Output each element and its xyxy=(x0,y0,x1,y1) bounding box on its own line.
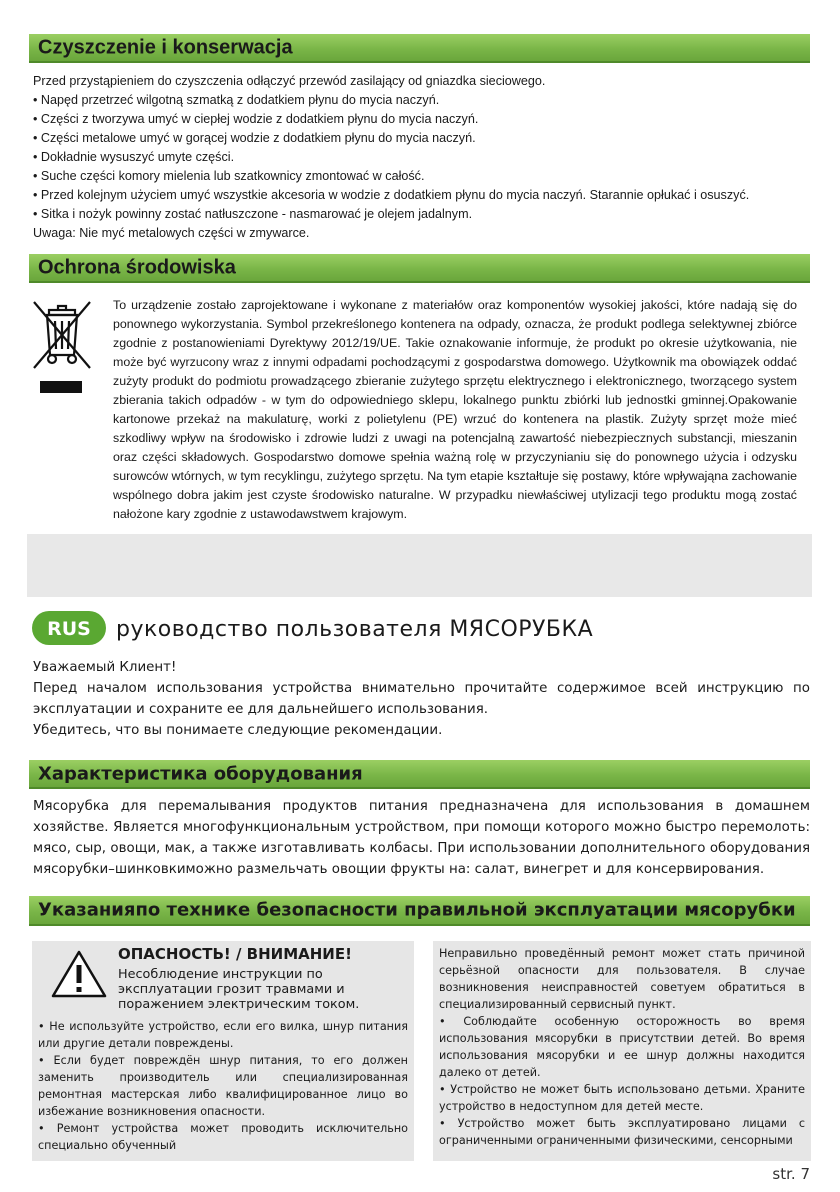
safety-left-column xyxy=(32,941,414,1161)
bin-underline-bar xyxy=(40,381,82,393)
list-item: • Części metalowe umyć w gorącej wodzie z dodatkiem płynu do mycia naczyń. xyxy=(33,131,476,145)
warning-title: ОПАСНОСТЬ! / ВНИМАНИЕ! xyxy=(118,945,352,963)
list-item: Uwaga: Nie myć metalowych części w zmywarce. xyxy=(33,226,310,240)
warning-triangle-icon xyxy=(50,949,108,999)
crossed-out-wheelie-bin-icon xyxy=(28,296,96,376)
warning-subtitle: Несоблюдение инструкции по эксплуатации грозит травмами и поражением электрическим током. xyxy=(118,967,360,1012)
list-item: • Sitka i nożyk powinny zostać natłuszczone - nasmarować je olejem jadalnym. xyxy=(33,207,473,221)
section-header-environment xyxy=(29,254,810,283)
safety-right-column xyxy=(433,941,811,1161)
grey-panel xyxy=(27,534,812,597)
list-item: Неправильно проведённый ремонт может стать причиной серьёзной опасности для пользователя. В случае возникновения неисправностей советуем обратиться в специализированный сервисный пункт. xyxy=(439,947,805,1011)
list-item: • Устройство может быть эксплуатировано лицами с ограниченными ограниченными физическими, сенсорными xyxy=(439,1117,805,1147)
list-item: • Suche części komory mielenia lub szatkownicy zmontować w całość. xyxy=(33,169,425,183)
section-header-features xyxy=(29,760,810,789)
left-column-text xyxy=(38,1018,408,1154)
badge-label: RUS xyxy=(47,618,91,640)
page-number: str. 7 xyxy=(772,1165,810,1183)
intro-paragraph: Перед началом использования устройства внимательно прочитайте содержимое всей инструкцию по эксплуатации и сохраните ее для дальнейшего использования. xyxy=(33,681,810,717)
cleaning-list xyxy=(33,72,749,243)
list-item: • Przed kolejnym użyciem umyć wszystkie akcesoria w wodzie z dodatkiem płynu do mycia naczyń. Starannie opłukać i osuszyć. xyxy=(33,188,750,202)
rus-language-badge xyxy=(32,611,106,645)
intro-note: Убедитесь, что вы понимаете следующие рекомендации. xyxy=(33,723,443,738)
list-item: • Napęd przetrzeć wilgotną szmatką z dodatkiem płynu do mycia naczyń. xyxy=(33,93,440,107)
list-item: Przed przystąpieniem do czyszczenia odłączyć przewód zasilający od gniazdka sieciowego. xyxy=(33,74,546,88)
list-item: • Ремонт устройства может проводить исключительно специально обученный xyxy=(38,1122,408,1152)
features-paragraph: Мясорубка для перемалывания продуктов питания предназначена для использования в домашнем хозяйстве. Является многофункциональным устройством, при помощи которого можно быстро перемолоть: мясо, сыр, овощи, мак, а также изготавливать колбасы. При использовании дополнительного оборудования мясорубки–шинковкиможно размельчать овощии фрукты на: салат, винегрет и для консервирования. xyxy=(33,799,810,877)
section-title: Ochrona środowiska xyxy=(38,256,236,278)
section-header-cleaning xyxy=(29,34,810,63)
environment-text: To urządzenie zostało zaprojektowane i wykonane z materiałów oraz komponentów wysokiej jakości, które nadają się do ponownego wykorzystania. Symbol przekreślonego kontenera na odpady, oznacza, że produkt podlega selektywnej zbiórce zgodnie z postanowieniami Dyrektywy 2012/19/UE. Takie oznakowanie informuje, że produkt po okresie użytkowania, nie może być wyrzucony wraz z innymi odpadami pochodzącymi z gospodarstwa domowego. Użytkownik ma obowiązek oddać zużyty produkt do podmiotu prowadzącego zbieranie zużytego sprzętu elektrycznego i elektronicznego, tworzącego system zbierania takich odpadów - w tym do odpowiedniego sklepu, lokalnego punktu zbiórki lub jednostki gminnej.Opakowanie kartonowe przekaż na makulaturę, worki z polietylenu (PE) wrzuć do kontenera na plastik. Zużyty sprzęt może mieć szkodliwy wpływ na środowisko i zdrowie ludzi z uwagi na potencjalną zawartość niebezpiecznych substancji, mieszanin oraz części składowych. Gospodarstwo domowe spełnia ważną rolę w przyczynianiu się do ponownego użycia i odzysku surowców wtórnych, w tym recyklingu, zużytego sprzętu. Na tym etapie kształtuje się postawy, które wpływająna zachowanie wspólnego dobra jakim jest czyste środowisko naturalne. W przypadku niewłaściwej utylizacji tego produktu mogą zostać nałożone kary zgodnie z ustawodawstwem krajowym. xyxy=(113,298,797,521)
list-item: • Не используйте устройство, если его вилка, шнур питания или другие детали повреждены. xyxy=(38,1020,408,1050)
list-item: • Если будет повреждён шнур питания, то его должен заменить производитель или специализированная ремонтная мастерская либо квалифицированное лицо во избежание возникновения опасности. xyxy=(38,1054,408,1118)
section-header-safety xyxy=(29,896,810,926)
list-item: • Устройство не может быть использовано детьми. Храните устройство в недоступном для детей месте. xyxy=(439,1083,805,1113)
list-item: • Dokładnie wysuszyć umyte części. xyxy=(33,150,235,164)
greeting: Уважаемый Клиент! xyxy=(33,660,177,675)
list-item: • Соблюдайте особенную осторожность во время использования мясорубки в присутствии детей. Во время использования мясорубки и ее шнур должны находится далеко от детей. xyxy=(439,1015,805,1079)
section-title: Характеристика оборудования xyxy=(38,763,363,784)
features-text xyxy=(33,796,810,880)
section-title: Указанияпо технике безопасности правильной эксплуатации мясорубки xyxy=(38,899,796,921)
intro-block xyxy=(33,657,810,741)
list-item: • Części z tworzywa umyć w ciepłej wodzie z dodatkiem płynu do mycia naczyń. xyxy=(33,112,479,126)
manual-title: руководство пользователя МЯСОРУБКА xyxy=(116,617,594,642)
section-title: Czyszczenie i konserwacja xyxy=(38,36,293,58)
right-column-text xyxy=(439,945,805,1149)
